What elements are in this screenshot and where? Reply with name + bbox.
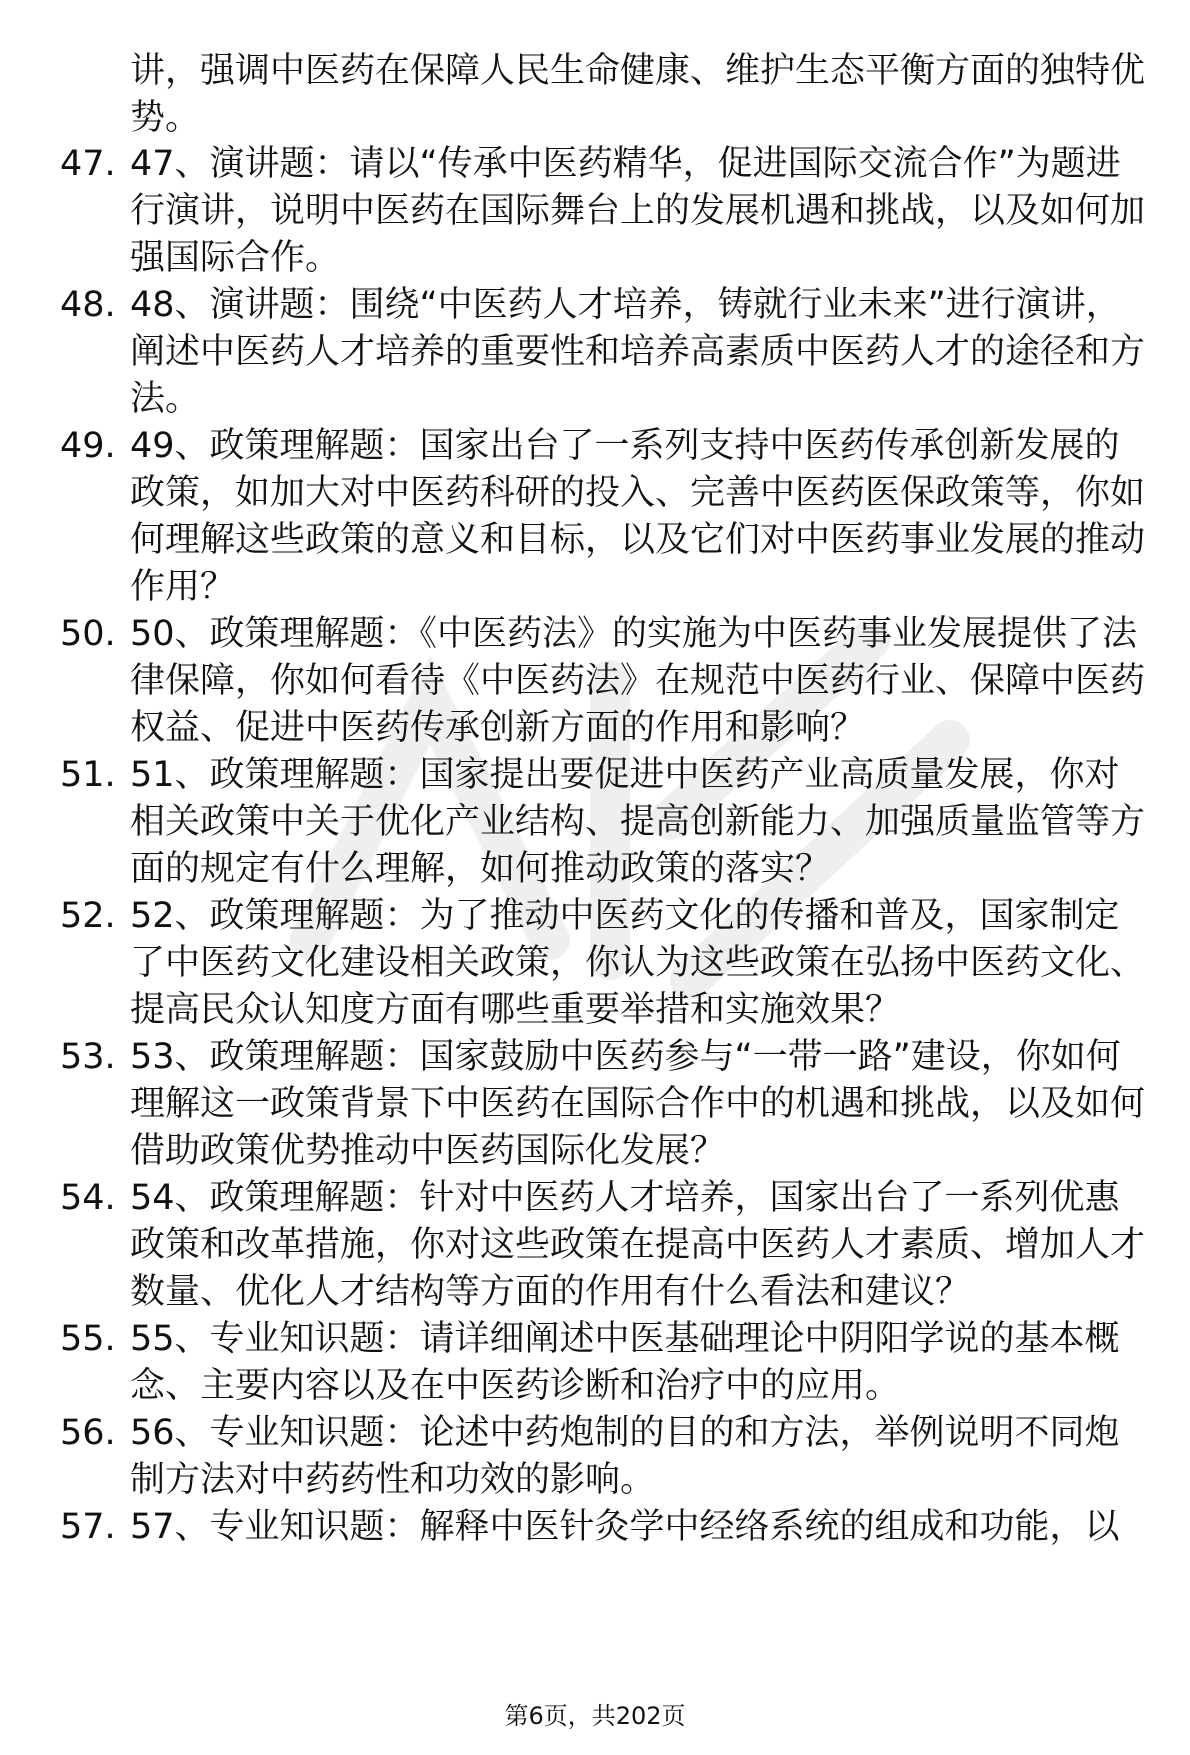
item-number: 56. bbox=[60, 1413, 116, 1453]
item-number: 50. bbox=[60, 614, 116, 654]
item-number: 52. bbox=[60, 896, 116, 936]
item-text: 57、专业知识题：解释中医针灸学中经络系统的组成和功能，以 bbox=[130, 1507, 1120, 1547]
item-text: 56、专业知识题：论述中药炮制的目的和方法，举例说明不同炮制方法对中药药性和功效的影响。 bbox=[130, 1413, 1120, 1500]
item-number: 47. bbox=[60, 144, 116, 184]
item-number: 49. bbox=[60, 426, 116, 466]
item-text: 49、政策理解题：国家出台了一系列支持中医药传承创新发展的政策，如加大对中医药科研的投入、完善中医药医保政策等，你如何理解这些政策的意义和目标，以及它们对中医药事业发展的推动作用？ bbox=[130, 426, 1146, 607]
item-text: 55、专业知识题：请详细阐述中医基础理论中阴阳学说的基本概念、主要内容以及在中医药诊断和治疗中的应用。 bbox=[130, 1319, 1120, 1406]
item-number: 51. bbox=[60, 755, 116, 795]
item-number: 53. bbox=[60, 1037, 116, 1077]
item-number: 54. bbox=[60, 1178, 116, 1218]
continuation-paragraph: 讲，强调中医药在保障人民生命健康、维护生态平衡方面的独特优势。 bbox=[130, 51, 1146, 138]
page-footer: 第6页，共202页 bbox=[504, 1702, 686, 1730]
item-text: 51、政策理解题：国家提出要促进中医药产业高质量发展，你对相关政策中关于优化产业结构、提高创新能力、加强质量监管等方面的规定有什么理解，如何推动政策的落实？ bbox=[130, 755, 1146, 889]
item-text: 54、政策理解题：针对中医药人才培养，国家出台了一系列优惠政策和改革措施，你对这些政策在提高中医药人才素质、增加人才数量、优化人才结构等方面的作用有什么看法和建议？ bbox=[130, 1178, 1146, 1312]
item-text: 50、政策理解题：《中医药法》的实施为中医药事业发展提供了法律保障，你如何看待《中医药法》在规范中医药行业、保障中医药权益、促进中医药传承创新方面的作用和影响？ bbox=[130, 614, 1146, 748]
item-number: 48. bbox=[60, 285, 116, 325]
item-text: 47、演讲题：请以“传承中医药精华，促进国际交流合作”为题进行演讲，说明中医药在国际舞台上的发展机遇和挑战，以及如何加强国际合作。 bbox=[130, 144, 1146, 278]
item-text: 52、政策理解题：为了推动中医药文化的传播和普及，国家制定了中医药文化建设相关政策，你认为这些政策在弘扬中医药文化、提高民众认知度方面有哪些重要举措和实施效果？ bbox=[130, 896, 1146, 1030]
item-text: 53、政策理解题：国家鼓励中医药参与“一带一路”建设，你如何理解这一政策背景下中医药在国际合作中的机遇和挑战，以及如何借助政策优势推动中医药国际化发展？ bbox=[130, 1037, 1146, 1171]
item-number: 57. bbox=[60, 1507, 116, 1547]
item-number: 55. bbox=[60, 1319, 116, 1359]
item-text: 48、演讲题：围绕“中医药人才培养，铸就行业未来”进行演讲，阐述中医药人才培养的重要性和培养高素质中医药人才的途径和方法。 bbox=[130, 285, 1146, 419]
